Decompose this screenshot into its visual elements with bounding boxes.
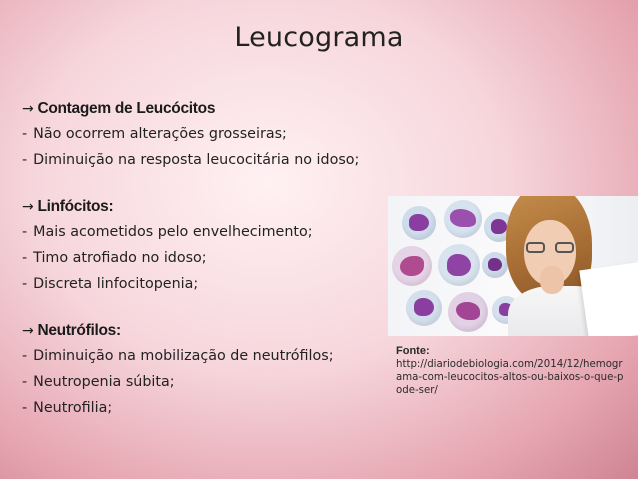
section-heading bbox=[22, 319, 382, 343]
glasses-icon bbox=[526, 242, 574, 256]
bullet-dash: - bbox=[22, 152, 28, 168]
bullet-text: Neutropenia súbita; bbox=[33, 374, 175, 390]
blood-cell-icon bbox=[482, 252, 508, 278]
bullet-text: Timo atrofiado no idoso; bbox=[33, 250, 207, 266]
section-heading bbox=[22, 97, 382, 121]
arrow-icon: → bbox=[22, 323, 34, 339]
source-url: http://diariodebiologia.com/2014/12/hemograma-com-leucocitos-altos-ou-baixos-o-que-pode-ser/ bbox=[396, 359, 624, 396]
paper-sheet bbox=[579, 262, 638, 336]
bullet-text: Mais acometidos pelo envelhecimento; bbox=[33, 224, 313, 240]
leukocytes-woman-photo bbox=[388, 196, 638, 336]
bullet-item bbox=[22, 219, 382, 245]
section-contagem bbox=[22, 97, 382, 173]
bullet-dash: - bbox=[22, 400, 28, 416]
bullet-dash: - bbox=[22, 374, 28, 390]
bullet-item bbox=[22, 121, 382, 147]
bullet-item bbox=[22, 271, 382, 297]
blood-cell-icon bbox=[406, 290, 442, 326]
bullet-text: Diminuição na mobilização de neutrófilos; bbox=[33, 348, 334, 364]
bullet-dash: - bbox=[22, 276, 28, 292]
bullet-text: Diminuição na resposta leucocitária no idoso; bbox=[33, 152, 360, 168]
bullet-item bbox=[22, 395, 382, 421]
bullet-dash: - bbox=[22, 250, 28, 266]
bullet-dash: - bbox=[22, 126, 28, 142]
arrow-icon: → bbox=[22, 199, 34, 215]
woman-hand bbox=[540, 266, 564, 294]
bullet-text: Não ocorrem alterações grosseiras; bbox=[33, 126, 287, 142]
bullet-item bbox=[22, 369, 382, 395]
section-heading-text: Contagem de Leucócitos bbox=[37, 100, 216, 117]
section-heading-text: Neutrófilos: bbox=[37, 322, 121, 339]
slide-title: Leucograma bbox=[234, 22, 404, 53]
bullet-text: Neutrofilia; bbox=[33, 400, 113, 416]
image-source bbox=[396, 345, 628, 397]
bullet-dash: - bbox=[22, 348, 28, 364]
blood-cell-icon bbox=[392, 246, 432, 286]
section-linfocitos bbox=[22, 195, 382, 297]
blood-cell-icon bbox=[402, 206, 436, 240]
section-neutrofilos bbox=[22, 319, 382, 421]
content-area bbox=[22, 97, 382, 421]
blood-cell-icon bbox=[438, 244, 480, 286]
section-heading bbox=[22, 195, 382, 219]
bullet-text: Discreta linfocitopenia; bbox=[33, 276, 199, 292]
blood-cell-icon bbox=[448, 292, 488, 332]
section-heading-text: Linfócitos: bbox=[37, 198, 114, 215]
bullet-dash: - bbox=[22, 224, 28, 240]
blood-cell-icon bbox=[444, 200, 482, 238]
arrow-icon: → bbox=[22, 101, 34, 117]
bullet-item bbox=[22, 147, 382, 173]
bullet-item bbox=[22, 245, 382, 271]
source-label: Fonte: bbox=[396, 345, 430, 357]
bullet-item bbox=[22, 343, 382, 369]
